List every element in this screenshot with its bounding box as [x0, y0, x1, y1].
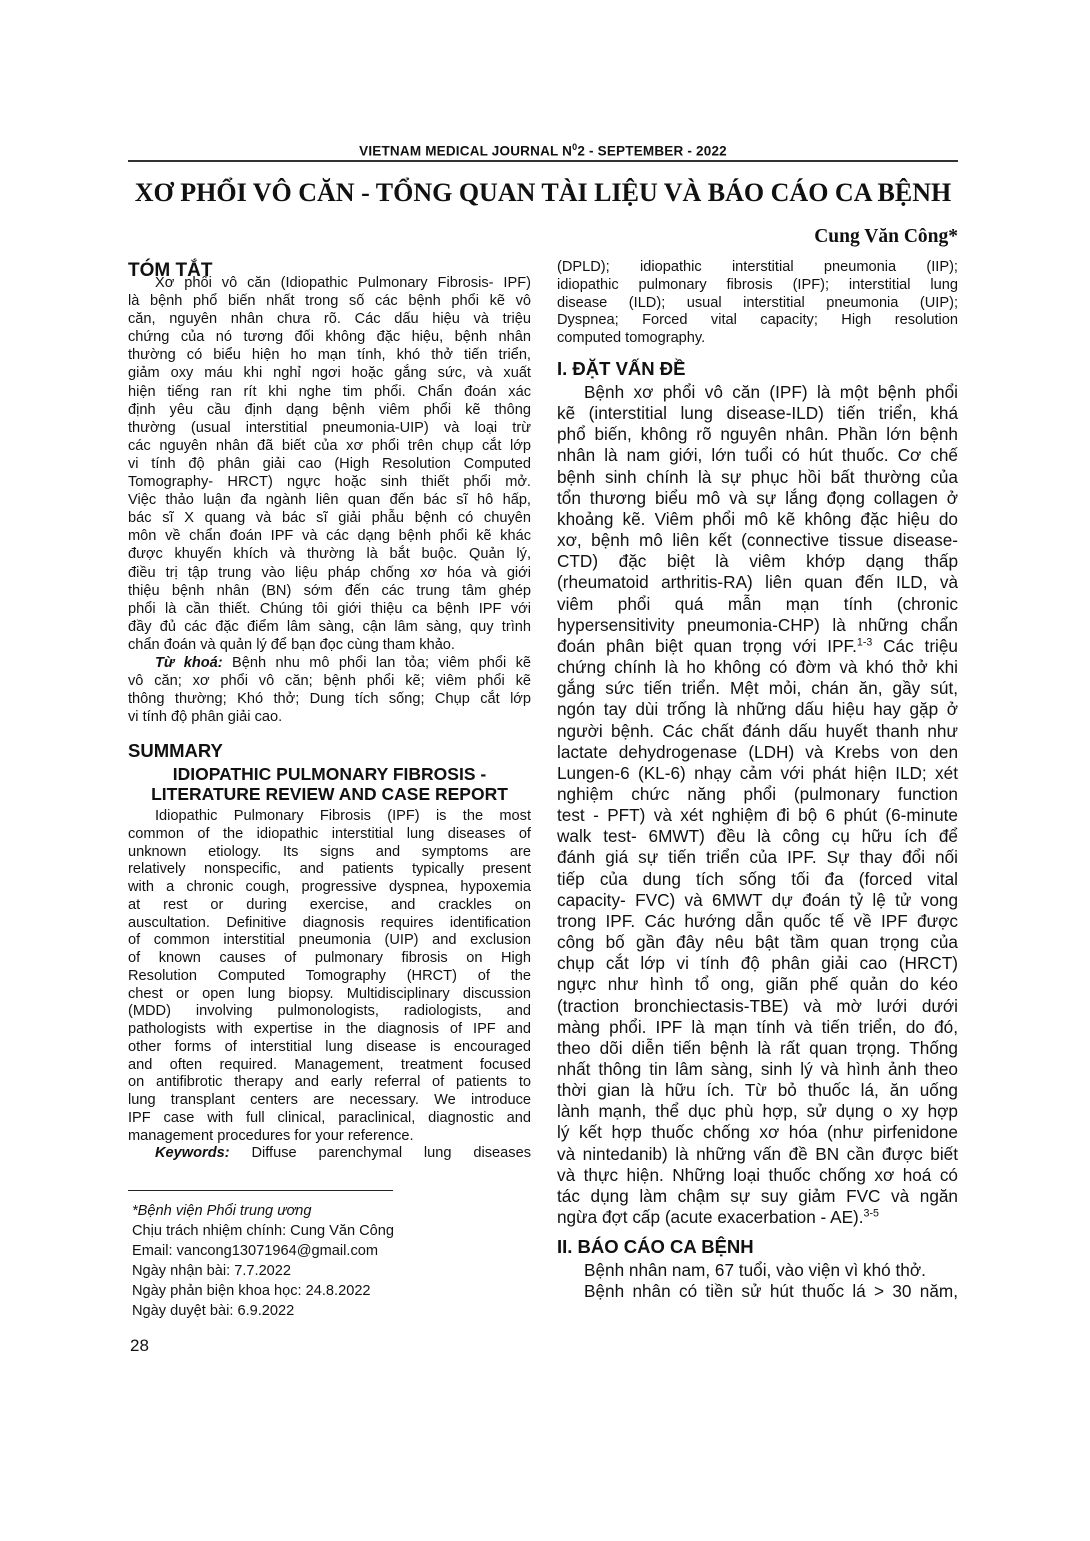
footnote-email[interactable]: Email: vancong13071964@gmail.com	[132, 1243, 379, 1259]
abstract-vi-line: điều trị tập trung vào liệu pháp chống xơ hóa và giới	[128, 564, 531, 581]
section-1-line: xơ, bệnh mô liên kết (connective tissue disease-	[557, 530, 958, 551]
abstract-en-line: of common interstitial pneumonia (UIP) and exclusion	[128, 932, 531, 949]
section-1-line: test - PFT) và xét nghiệm đi bộ 6 phút (6-minute	[557, 805, 958, 826]
header-rule	[128, 160, 958, 162]
abstract-vi-line: chứng của nó tương đối không đặc hiệu, bệnh nhân	[128, 329, 531, 346]
abstract-en-line: on antifibrotic therapy and early referral of patients to	[128, 1074, 531, 1091]
english-title	[128, 764, 531, 804]
abstract-vi-line: chẩn đoán và quản lý để bạn đọc cùng tham khảo.	[128, 636, 455, 653]
section-1-line: tác dụng làm chậm sự suy giảm FVC và ngăn	[557, 1185, 958, 1206]
abstract-vi-body	[128, 274, 531, 726]
section-1-line: ngón tay dùi trống là những dấu hiệu hay gặp ở	[557, 699, 958, 720]
keywords-vi-text: Bệnh nhu mô phổi lan tỏa; viêm phổi kẽ	[222, 654, 532, 671]
section-1-line: công bố gần đây nêu bật tầm quan trọng của	[557, 932, 958, 953]
abstract-vi-line: là bệnh phổ biến nhất trong số các bệnh phổi kẽ vô	[128, 293, 531, 310]
abstract-vi-line: thường (usual interstitial pneumonia-UIP) và loại trừ	[128, 419, 531, 436]
journal-header-sup: 0	[572, 142, 578, 152]
abstract-en-line: lung transplant centers are necessary. We introduce	[128, 1092, 531, 1108]
section-1-line: lành mạnh, thể dục phù hợp, sử dụng o xy hợp	[557, 1101, 958, 1122]
abstract-vi-line: Tomography- HRCT) ngực hoặc sinh thiết phổi mở.	[128, 474, 531, 491]
section-1-line: màng phổi. IPF là mạn tính và tiến triển, do đó,	[557, 1016, 958, 1037]
section-1-line: tiếp của dung tích sống tối đa (forced vital	[557, 868, 958, 889]
abstract-en-line: (MDD) involving pulmonologists, radiologists, and	[128, 1003, 531, 1020]
section-1-line: và nintedanib) là những vấn đề BN cần được biết	[557, 1143, 958, 1164]
section-2-line: Bệnh nhân nam, 67 tuổi, vào viện vì khó thở.	[584, 1260, 926, 1280]
abstract-en-line: and often required. Management, treatment focused	[128, 1056, 531, 1073]
keywords-en-line	[128, 1145, 531, 1163]
section-1-line: (traction bronchiectasis-TBE) và mờ lưới dưới	[557, 995, 958, 1016]
section-1-line: phổ biến, không rõ nguyên nhân. Phần lớn bệnh	[557, 424, 958, 445]
keywords-en-label: Keywords:	[155, 1145, 230, 1162]
abstract-en-line: unknown etiology. Its signs and symptoms are	[128, 843, 531, 860]
section-1-line: (rheumatoid arthritis-RA) liên quan đến ILD, và	[557, 572, 958, 593]
section-2-line: Bệnh nhân có tiền sử hút thuốc lá > 30 năm,	[584, 1281, 958, 1302]
abstract-vi-line: thiệu bệnh nhân (BN) sớm đến các trung tâm ghép	[128, 582, 531, 599]
keywords-en-line: Dyspnea; Forced vital capacity; High resolution	[557, 312, 958, 329]
section-1-line: theo dõi diễn tiến bệnh là rất quan trọng. Thống	[557, 1037, 958, 1058]
section-1-line: trong IPF. Các hướng dẫn quốc tế về IPF được	[557, 910, 958, 931]
journal-header-text: VIETNAM MEDICAL JOURNAL N	[359, 143, 573, 159]
section-1-line: CTD) đặc biệt là viêm khớp dạng thấp	[557, 551, 958, 572]
keywords-vi-line: thông thường; Khó thở; Dung tích sống; Chụp cắt lớp	[128, 691, 531, 708]
keywords-en-line: (DPLD); idiopathic interstitial pneumonia (IIP);	[557, 259, 958, 275]
section-1-line: chụp cắt lớp vi tính độ phân giải cao (HRCT)	[557, 953, 958, 974]
abstract-vi-line: vi tính độ phân giải cao (High Resolution Computed	[128, 455, 531, 472]
section-1-line: capacity- FVC) và 6MWT dự đoán tỷ lệ tử vong	[557, 889, 958, 910]
citation-ref: 1-3	[856, 636, 873, 649]
section-2-body	[557, 1260, 958, 1302]
abstract-vi-line: phổi là cần thiết. Chúng tôi giới thiệu ca bệnh IPF với	[128, 600, 531, 617]
abstract-en-line: Idiopathic Pulmonary Fibrosis (IPF) is the most	[155, 808, 531, 824]
abstract-en-line: common of the idiopathic interstitial lung diseases of	[128, 825, 531, 842]
abstract-en-line: Resolution Computed Tomography (HRCT) of the	[128, 967, 531, 984]
abstract-en-line: management procedures for your reference.	[128, 1127, 414, 1144]
english-title-line: IDIOPATHIC PULMONARY FIBROSIS -	[172, 764, 487, 784]
abstract-vi-heading: TÓM TẮT	[128, 260, 213, 281]
section-1-line: người bệnh. Các chất đánh dấu huyết thanh như	[557, 720, 958, 741]
section-2-heading: II. BÁO CÁO CA BỆNH	[557, 1236, 754, 1257]
section-1-line: lý kết hợp thuốc chống xơ hóa (như pirfenidone	[557, 1122, 958, 1143]
abstract-en-line: chest or open lung biopsy. Multidisciplinary discussion	[128, 985, 531, 1002]
section-1-line: đánh giá sự tiến triển của IPF. Sự thay đổi nối	[557, 847, 958, 868]
abstract-en-line: other forms of interstitial lung disease is encouraged	[128, 1038, 531, 1055]
abstract-vi-line: Xơ phổi vô căn (Idiopathic Pulmonary Fibrosis- IPF)	[155, 275, 531, 291]
abstract-vi-line: hiện tiếng ran rít khi nghe tim phổi. Chẩn đoán xác	[128, 383, 531, 400]
section-1-line: walk test- 6MWT) đều là công cụ hữu ích để	[557, 826, 958, 847]
line-text: Các triệu	[872, 635, 958, 656]
abstract-vi-line: Việc thảo luận đa ngành liên quan đến bác sĩ hô hấp,	[128, 492, 531, 509]
citation-ref: 3-5	[863, 1207, 879, 1220]
keywords-vi-line: vi tính độ phân giải cao.	[128, 709, 283, 726]
section-1-line: hypersensitivity pneumonia-CHP) là những chẩn	[557, 614, 958, 635]
abstract-vi-line: đầy đủ các đặc điểm lâm sàng, cận lâm sàng, quy trình	[128, 618, 531, 635]
abstract-vi-line: định yêu cầu định dạng bệnh viêm phổi kẽ thông	[128, 401, 531, 418]
abstract-en-line: auscultation. Definitive diagnosis requires identification	[128, 914, 531, 931]
section-1-line: khoảng kẽ. Viêm phổi mô kẽ không đặc hiệu do	[557, 508, 958, 529]
abstract-vi-line: môn về chẩn đoán IPF và các dạng bệnh phổi kẽ khác	[128, 528, 531, 545]
abstract-en-line: at rest or during exercise, and crackles on	[128, 896, 531, 913]
section-1-line: lactate dehydrogenase (LDH) và Krebs von den	[557, 741, 958, 762]
abstract-en-line: relatively nonspecific, and patients typically present	[128, 861, 531, 878]
section-1-line: Bệnh xơ phổi vô căn (IPF) là một bệnh phổi	[584, 382, 958, 402]
abstract-en-line: pathologists with expertise in the diagnosis of IPF and	[128, 1021, 531, 1037]
keywords-en-continued	[557, 259, 958, 348]
section-1-line: viêm phổi quá mẫn mạn tính (chronic	[557, 593, 958, 614]
abstract-en-line: of known causes of pulmonary fibrosis on High	[128, 950, 531, 966]
keywords-vi-line	[128, 654, 531, 672]
abstract-vi-line: thường có biểu hiện ho mạn tính, khó thở tiến triển,	[128, 347, 531, 364]
journal-header	[128, 142, 958, 159]
section-1-line: Lungen-6 (KL-6) nhạy cảm với phát hiện ILD; xét	[557, 762, 958, 783]
section-1-line: kẽ (interstitial lung disease-ILD) tiến triển, khá	[557, 403, 958, 424]
footnote	[132, 1201, 394, 1321]
section-1-line	[557, 1207, 958, 1228]
section-1-line	[557, 636, 958, 657]
footnote-rule	[128, 1190, 393, 1191]
section-1-line: gắng sức tiến triển. Mệt mỏi, chán ăn, gầy sút,	[557, 678, 958, 699]
abstract-vi-line: được khuyến khích và thường là bắt buộc. Quản lý,	[128, 546, 531, 563]
section-1-line: tổn thương biểu mô và sự lắng đọng collagen ở	[557, 487, 958, 508]
line-text: đoán phân biệt quan trọng với IPF.	[557, 635, 857, 656]
section-1-line: bệnh sinh chính là sự phục hồi bất thường của	[557, 466, 958, 487]
section-1-line: nhân là nam giới, lớn tuổi có hút thuốc. Cơ chế	[557, 445, 958, 466]
abstract-en-body	[128, 808, 531, 1163]
keywords-vi-label: Từ khoá:	[155, 654, 223, 671]
author: Cung Văn Công*	[814, 226, 958, 247]
section-1-line: và thực hiện. Những loại thuốc chống xơ hoá có	[557, 1164, 958, 1185]
section-1-line: ngực như hình tổ ong, giãn phế quản do kéo	[557, 974, 958, 995]
section-1-body	[557, 382, 958, 1228]
keywords-en-text: Diffuse parenchymal lung diseases	[229, 1145, 531, 1162]
line-text: ngừa đợt cấp (acute exacerbation - AE).	[557, 1207, 864, 1228]
footnote-reviewed: Ngày phản biện khoa học: 24.8.2022	[132, 1283, 371, 1299]
footnote-received: Ngày nhận bài: 7.7.2022	[132, 1263, 292, 1279]
article-title: XƠ PHỔI VÔ CĂN - TỔNG QUAN TÀI LIỆU VÀ BÁO CÁO CA BỆNH	[134, 178, 952, 207]
abstract-vi-line: giảm oxy máu khi nghỉ ngơi hoặc gắng sức, và xuất	[128, 365, 531, 382]
footnote-affiliation: *Bệnh viện Phổi trung ương	[132, 1203, 312, 1219]
keywords-en-line: idiopathic pulmonary fibrosis (IPF); interstitial lung	[557, 276, 958, 293]
page-number: 28	[130, 1336, 149, 1355]
section-1-line: nghiệm chức năng phổi (pulmonary function	[557, 783, 958, 804]
abstract-vi-line: căn, nguyên nhân chưa rõ. Các dấu hiệu và triệu	[128, 311, 531, 328]
footnote-responsible: Chịu trách nhiệm chính: Cung Văn Công	[132, 1223, 395, 1239]
section-1-line: chứng chính là ho không có đờm và khó thở khi	[557, 657, 958, 678]
english-title-line: LITERATURE REVIEW AND CASE REPORT	[151, 784, 508, 804]
abstract-en-line: IPF case with full clinical, paraclinical, diagnostic and	[128, 1109, 531, 1126]
abstract-vi-line: các nguyên nhân đã biết của xơ phổi trên chụp cắt lớp	[128, 437, 531, 454]
abstract-en-line: with a chronic cough, progressive dyspnea, hypoxemia	[128, 879, 531, 895]
abstract-vi-line: bác sĩ X quang và bác sĩ giải phẫu bệnh có chuyên	[128, 510, 531, 527]
section-1-line: nhất thông tin lâm sàng, sinh lý và hình ảnh theo	[557, 1059, 958, 1079]
section-1-line: thời gian là hữu ích. Từ bỏ thuốc lá, ăn uống	[557, 1080, 958, 1101]
summary-heading: SUMMARY	[128, 740, 223, 761]
keywords-vi-line: vô căn; xơ phổi vô căn; bệnh phổi kẽ; viêm phổi kẽ	[128, 673, 531, 690]
keywords-en-line: disease (ILD); usual interstitial pneumonia (UIP);	[557, 294, 958, 311]
footnote-accepted: Ngày duyệt bài: 6.9.2022	[132, 1303, 295, 1319]
section-1-heading: I. ĐẶT VẤN ĐỀ	[557, 358, 686, 379]
journal-header-issue: 2 - SEPTEMBER - 2022	[577, 143, 727, 159]
keywords-en-line: computed tomography.	[557, 330, 706, 347]
